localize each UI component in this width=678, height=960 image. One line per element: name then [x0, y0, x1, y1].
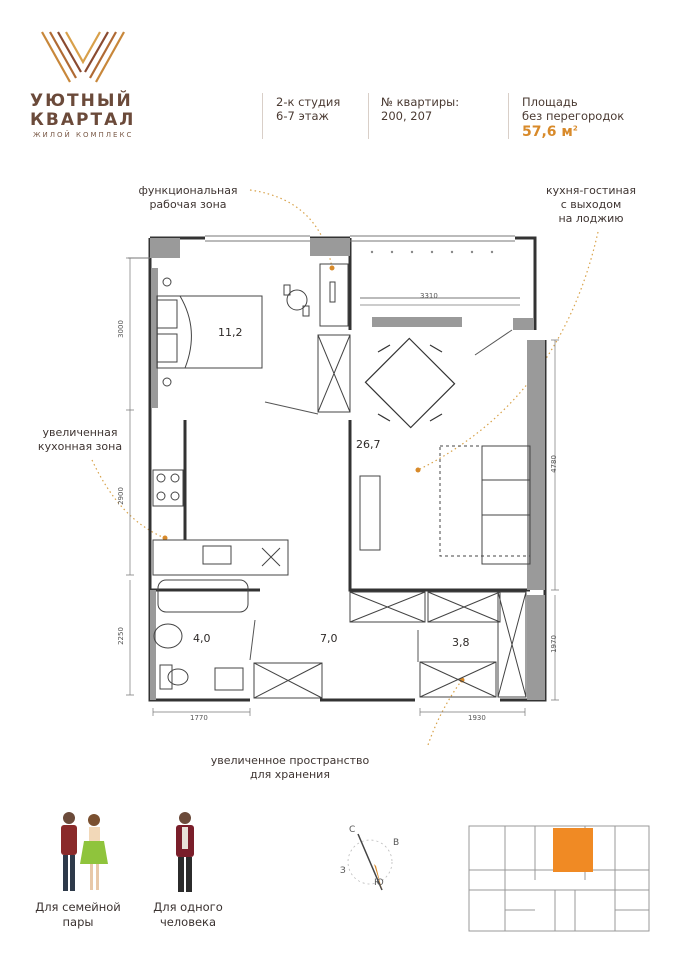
room-area-bedroom: 11,2: [218, 326, 243, 339]
legend-family: Для семейной пары: [35, 900, 121, 929]
desk: [284, 264, 348, 326]
callout-kitchen-zone: увеличенная кухонная зона: [37, 426, 123, 453]
callout-storage: увеличенное пространство для хранения: [210, 754, 370, 781]
dimension-left-middle: 2900: [116, 487, 125, 505]
callout-workspace: функциональная рабочая зона: [138, 184, 238, 211]
wardrobes: [254, 335, 526, 698]
dimension-bottom-left: 1770: [190, 714, 208, 722]
room-area-bath: 4,0: [193, 632, 211, 645]
dimension-top: 3310: [420, 292, 438, 300]
doors: [250, 330, 512, 662]
room-area-hall: 7,0: [320, 632, 338, 645]
sofa: [440, 446, 530, 564]
kitchen: [153, 470, 380, 575]
legend-single: Для одного человека: [153, 900, 223, 929]
dimension-right-upper: 4780: [549, 455, 558, 473]
loggia-dots: [371, 251, 493, 253]
bed: [157, 278, 262, 386]
dimension-left-lower: 2250: [116, 627, 125, 645]
couple-icon: [52, 810, 114, 896]
room-area-storage: 3,8: [452, 636, 470, 649]
single-person-icon: [170, 810, 200, 896]
compass-east: В: [393, 838, 400, 848]
compass-north: С: [349, 825, 356, 835]
floors: 6-7 этаж: [276, 109, 329, 123]
brand-name: УЮТНЫЙ КВАРТАЛ: [30, 91, 136, 130]
dimension-left-upper: 3000: [116, 320, 125, 338]
floor-key-plan: [465, 820, 655, 940]
apt-numbers: 200, 207: [381, 109, 433, 123]
room-area-living: 26,7: [356, 438, 381, 451]
highlighted-unit: [553, 828, 593, 872]
dimension-right-lower: 1970: [549, 635, 558, 653]
area-value: 57,6 $м^2$: [522, 124, 578, 140]
apartment-type: 2-к студия: [276, 95, 341, 109]
compass-west: З: [340, 866, 346, 876]
compass-south: Ю: [374, 878, 384, 888]
brand-subtitle: ЖИЛОЙ КОМПЛЕКС: [33, 131, 134, 139]
callout-leaders: [92, 190, 598, 745]
dimension-bottom-right: 1930: [468, 714, 486, 722]
apt-number-label: № квартиры:: [381, 95, 460, 109]
area-label: Площадь: [522, 95, 578, 109]
compass-icon: [330, 820, 410, 900]
area-label-2: без перегородок: [522, 109, 625, 123]
dining-table: [365, 338, 454, 427]
callout-kitchen-living: кухня-гостиная с выходом на лоджию: [545, 184, 637, 225]
